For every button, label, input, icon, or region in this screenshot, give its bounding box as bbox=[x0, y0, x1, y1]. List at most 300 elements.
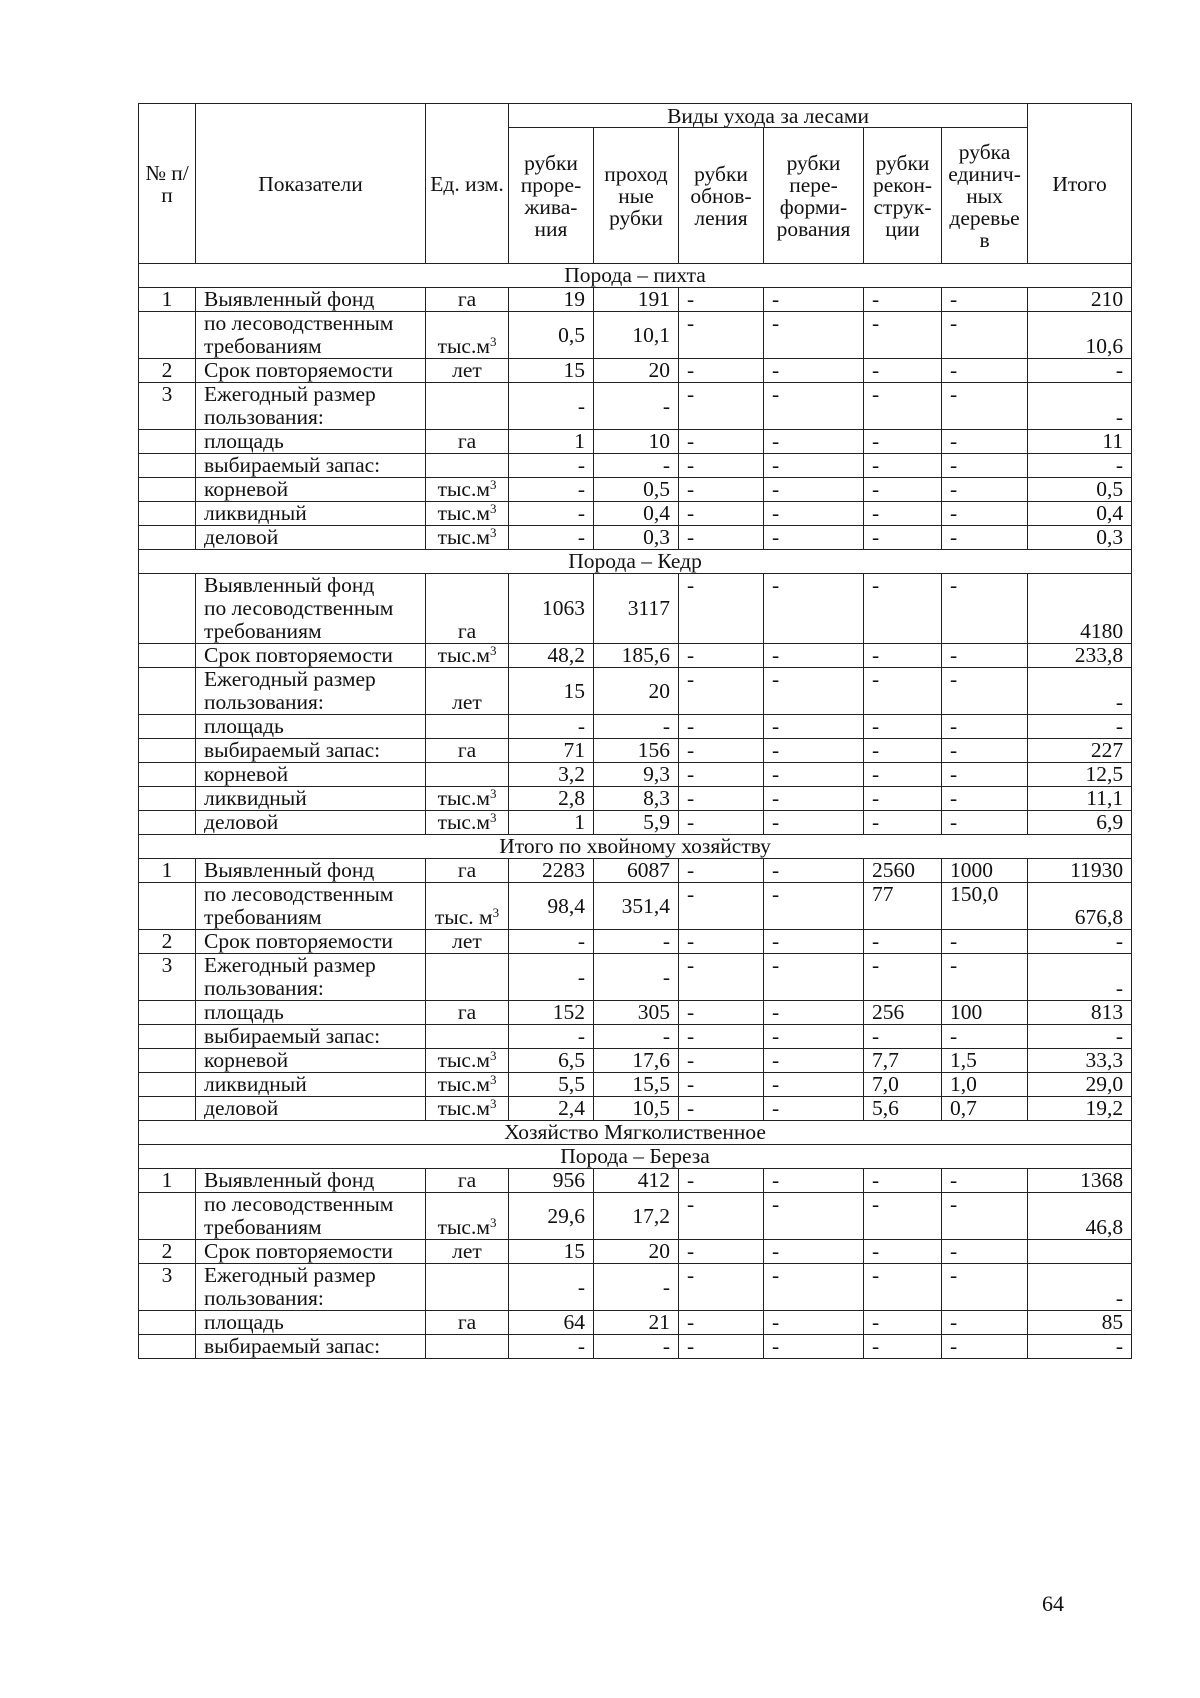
value-reconstruction: - bbox=[864, 288, 942, 312]
value-reformation: - bbox=[764, 1335, 864, 1359]
value-passage: 412 bbox=[594, 1169, 679, 1193]
value-total: 33,3 bbox=[1028, 1049, 1132, 1073]
value-passage: - bbox=[594, 1335, 679, 1359]
table-row bbox=[139, 1049, 1132, 1073]
value-single-tree: - bbox=[942, 930, 1028, 954]
section-title: Порода – Кедр bbox=[139, 550, 1132, 574]
value-renewal: - bbox=[679, 478, 764, 502]
unit-cell bbox=[426, 1025, 509, 1049]
row-number bbox=[139, 1001, 196, 1025]
unit-cell: га bbox=[426, 288, 509, 312]
value-renewal: - bbox=[679, 288, 764, 312]
table-row bbox=[139, 930, 1132, 954]
row-number bbox=[139, 644, 196, 668]
unit-cell: га bbox=[426, 1001, 509, 1025]
indicator-label: по лесоводственным требованиям bbox=[196, 312, 426, 359]
row-number bbox=[139, 312, 196, 359]
value-reformation: - bbox=[764, 1073, 864, 1097]
value-renewal: - bbox=[679, 526, 764, 550]
value-renewal: - bbox=[679, 1073, 764, 1097]
value-passage: 20 bbox=[594, 359, 679, 383]
value-total: - bbox=[1028, 1335, 1132, 1359]
value-thinning: 98,4 bbox=[509, 883, 594, 930]
table-row bbox=[139, 1001, 1132, 1025]
row-number: 3 bbox=[139, 1264, 196, 1311]
unit-cell bbox=[426, 1264, 509, 1311]
value-total: 10,6 bbox=[1028, 312, 1132, 359]
value-reconstruction: - bbox=[864, 1264, 942, 1311]
forest-care-table bbox=[138, 103, 1132, 1359]
value-thinning: - bbox=[509, 930, 594, 954]
value-renewal: - bbox=[679, 930, 764, 954]
table-row bbox=[139, 1025, 1132, 1049]
value-total: 46,8 bbox=[1028, 1193, 1132, 1240]
value-total: 233,8 bbox=[1028, 644, 1132, 668]
value-thinning: 64 bbox=[509, 1311, 594, 1335]
value-passage: 156 bbox=[594, 739, 679, 763]
value-single-tree: - bbox=[942, 1169, 1028, 1193]
row-number: 3 bbox=[139, 954, 196, 1001]
value-total: - bbox=[1028, 1264, 1132, 1311]
table-row bbox=[139, 811, 1132, 835]
value-reconstruction: - bbox=[864, 1311, 942, 1335]
value-reformation: - bbox=[764, 430, 864, 454]
value-passage: - bbox=[594, 930, 679, 954]
value-reconstruction: - bbox=[864, 454, 942, 478]
row-number bbox=[139, 526, 196, 550]
value-thinning: - bbox=[509, 383, 594, 430]
value-renewal: - bbox=[679, 811, 764, 835]
value-total: 4180 bbox=[1028, 574, 1132, 644]
value-reformation: - bbox=[764, 715, 864, 739]
value-thinning: 1 bbox=[509, 430, 594, 454]
unit-cell: $тыс.м^3$ bbox=[426, 478, 509, 502]
row-number bbox=[139, 811, 196, 835]
value-reconstruction: 7,0 bbox=[864, 1073, 942, 1097]
value-reconstruction: 77 bbox=[864, 883, 942, 930]
value-reformation: - bbox=[764, 1001, 864, 1025]
indicator-label: Ежегодный размер пользования: bbox=[196, 1264, 426, 1311]
value-renewal: - bbox=[679, 715, 764, 739]
value-reconstruction: - bbox=[864, 811, 942, 835]
table-row bbox=[139, 526, 1132, 550]
value-renewal: - bbox=[679, 1335, 764, 1359]
value-reformation: - bbox=[764, 1097, 864, 1121]
table-row bbox=[139, 787, 1132, 811]
value-thinning: 6,5 bbox=[509, 1049, 594, 1073]
value-single-tree: - bbox=[942, 526, 1028, 550]
section-title: Хозяйство Мягколиственное bbox=[139, 1121, 1132, 1145]
value-total: 1368 bbox=[1028, 1169, 1132, 1193]
indicator-label: Выявленный фонд по лесоводственным требованиям bbox=[196, 574, 426, 644]
value-renewal: - bbox=[679, 1169, 764, 1193]
table-row bbox=[139, 859, 1132, 883]
indicator-label: выбираемый запас: bbox=[196, 739, 426, 763]
value-reformation: - bbox=[764, 1169, 864, 1193]
value-thinning: 29,6 bbox=[509, 1193, 594, 1240]
table-row bbox=[139, 954, 1132, 1001]
indicator-label: выбираемый запас: bbox=[196, 454, 426, 478]
indicator-label: Ежегодный размер пользования: bbox=[196, 668, 426, 715]
value-reconstruction: - bbox=[864, 1025, 942, 1049]
value-reformation: - bbox=[764, 1193, 864, 1240]
value-thinning: - bbox=[509, 1335, 594, 1359]
value-thinning: 48,2 bbox=[509, 644, 594, 668]
value-single-tree: - bbox=[942, 954, 1028, 1001]
unit-cell bbox=[426, 454, 509, 478]
value-single-tree: 150,0 bbox=[942, 883, 1028, 930]
value-passage: 185,6 bbox=[594, 644, 679, 668]
value-single-tree: - bbox=[942, 811, 1028, 835]
value-single-tree: - bbox=[942, 574, 1028, 644]
value-thinning: 2,4 bbox=[509, 1097, 594, 1121]
indicator-label: корневой bbox=[196, 478, 426, 502]
indicator-label: Выявленный фонд bbox=[196, 1169, 426, 1193]
value-reconstruction: - bbox=[864, 644, 942, 668]
value-thinning: - bbox=[509, 526, 594, 550]
value-reconstruction: - bbox=[864, 1169, 942, 1193]
value-total: - bbox=[1028, 454, 1132, 478]
value-total: - bbox=[1028, 954, 1132, 1001]
indicator-label: выбираемый запас: bbox=[196, 1025, 426, 1049]
value-reformation: - bbox=[764, 502, 864, 526]
indicator-label: Ежегодный размер пользования: bbox=[196, 383, 426, 430]
table-row bbox=[139, 739, 1132, 763]
indicator-label: Срок повторяемости bbox=[196, 930, 426, 954]
value-reformation: - bbox=[764, 383, 864, 430]
value-reconstruction: - bbox=[864, 526, 942, 550]
value-reconstruction: - bbox=[864, 930, 942, 954]
section-header-row bbox=[139, 550, 1132, 574]
value-renewal: - bbox=[679, 1097, 764, 1121]
value-passage: - bbox=[594, 454, 679, 478]
value-renewal: - bbox=[679, 502, 764, 526]
indicator-label: корневой bbox=[196, 763, 426, 787]
indicator-label: по лесоводственным требованиям bbox=[196, 1193, 426, 1240]
header-number: № п/п bbox=[139, 104, 196, 264]
unit-cell: га bbox=[426, 430, 509, 454]
value-thinning: - bbox=[509, 1264, 594, 1311]
value-single-tree: - bbox=[942, 668, 1028, 715]
value-single-tree: - bbox=[942, 787, 1028, 811]
value-total: 0,5 bbox=[1028, 478, 1132, 502]
value-total: - bbox=[1028, 359, 1132, 383]
value-total: 813 bbox=[1028, 1001, 1132, 1025]
value-reformation: - bbox=[764, 787, 864, 811]
header-single-tree-cutting: рубка единич- ных деревье в bbox=[942, 128, 1028, 264]
value-renewal: - bbox=[679, 954, 764, 1001]
value-reformation: - bbox=[764, 478, 864, 502]
header-thinning: рубки проре- жива- ния bbox=[509, 128, 594, 264]
section-title: Порода – Береза bbox=[139, 1145, 1132, 1169]
row-number bbox=[139, 715, 196, 739]
row-number: 2 bbox=[139, 359, 196, 383]
row-number bbox=[139, 739, 196, 763]
value-passage: 0,3 bbox=[594, 526, 679, 550]
value-renewal: - bbox=[679, 454, 764, 478]
value-passage: 21 bbox=[594, 1311, 679, 1335]
indicator-label: Выявленный фонд bbox=[196, 288, 426, 312]
value-single-tree: - bbox=[942, 644, 1028, 668]
value-total: - bbox=[1028, 715, 1132, 739]
indicator-label: Ежегодный размер пользования: bbox=[196, 954, 426, 1001]
value-passage: 0,4 bbox=[594, 502, 679, 526]
value-total: 11,1 bbox=[1028, 787, 1132, 811]
value-reformation: - bbox=[764, 1264, 864, 1311]
unit-cell: $тыс.м^3$ bbox=[426, 1193, 509, 1240]
value-reconstruction: - bbox=[864, 1193, 942, 1240]
value-renewal: - bbox=[679, 1001, 764, 1025]
row-number bbox=[139, 1335, 196, 1359]
unit-cell: $тыс.м^3$ bbox=[426, 811, 509, 835]
row-number: 2 bbox=[139, 1240, 196, 1264]
indicator-label: площадь bbox=[196, 715, 426, 739]
unit-cell: $тыс.м^3$ bbox=[426, 1097, 509, 1121]
value-renewal: - bbox=[679, 359, 764, 383]
row-number bbox=[139, 1049, 196, 1073]
value-renewal: - bbox=[679, 430, 764, 454]
value-passage: 10 bbox=[594, 430, 679, 454]
value-thinning: 15 bbox=[509, 359, 594, 383]
unit-cell: тыс. $м^3$ bbox=[426, 883, 509, 930]
indicator-label: площадь bbox=[196, 1311, 426, 1335]
table-row bbox=[139, 574, 1132, 644]
value-single-tree: - bbox=[942, 763, 1028, 787]
header-total: Итого bbox=[1028, 104, 1132, 264]
value-reformation: - bbox=[764, 859, 864, 883]
value-renewal: - bbox=[679, 1240, 764, 1264]
unit-cell bbox=[426, 954, 509, 1001]
unit-cell: га bbox=[426, 1311, 509, 1335]
value-total: 0,4 bbox=[1028, 502, 1132, 526]
value-thinning: - bbox=[509, 1025, 594, 1049]
value-thinning: - bbox=[509, 715, 594, 739]
value-renewal: - bbox=[679, 883, 764, 930]
table-row bbox=[139, 1097, 1132, 1121]
value-passage: - bbox=[594, 1264, 679, 1311]
indicator-label: ликвидный bbox=[196, 502, 426, 526]
value-reconstruction: - bbox=[864, 668, 942, 715]
value-single-tree: 0,7 bbox=[942, 1097, 1028, 1121]
value-renewal: - bbox=[679, 1049, 764, 1073]
header-care-types: Виды ухода за лесами bbox=[509, 104, 1028, 128]
value-thinning: - bbox=[509, 478, 594, 502]
value-total: 85 bbox=[1028, 1311, 1132, 1335]
value-single-tree: - bbox=[942, 1311, 1028, 1335]
table-row bbox=[139, 1193, 1132, 1240]
unit-cell: га bbox=[426, 739, 509, 763]
value-reformation: - bbox=[764, 954, 864, 1001]
indicator-label: деловой bbox=[196, 1097, 426, 1121]
value-passage: 3117 bbox=[594, 574, 679, 644]
value-passage: 6087 bbox=[594, 859, 679, 883]
value-reformation: - bbox=[764, 811, 864, 835]
value-reformation: - bbox=[764, 930, 864, 954]
page-number: 64 bbox=[1042, 1591, 1064, 1616]
value-total: 11 bbox=[1028, 430, 1132, 454]
table-row bbox=[139, 1240, 1132, 1264]
value-reconstruction: - bbox=[864, 787, 942, 811]
unit-cell bbox=[426, 383, 509, 430]
value-thinning: 15 bbox=[509, 1240, 594, 1264]
value-thinning: 3,2 bbox=[509, 763, 594, 787]
value-renewal: - bbox=[679, 787, 764, 811]
value-single-tree: - bbox=[942, 1193, 1028, 1240]
table-row bbox=[139, 1335, 1132, 1359]
table-row bbox=[139, 312, 1132, 359]
value-total bbox=[1028, 1240, 1132, 1264]
row-number bbox=[139, 1097, 196, 1121]
unit-cell: $тыс.м^3$ bbox=[426, 502, 509, 526]
row-number bbox=[139, 574, 196, 644]
table-row bbox=[139, 644, 1132, 668]
value-passage: 0,5 bbox=[594, 478, 679, 502]
row-number bbox=[139, 883, 196, 930]
unit-cell: лет bbox=[426, 930, 509, 954]
value-passage: 351,4 bbox=[594, 883, 679, 930]
section-header-row bbox=[139, 264, 1132, 288]
value-reconstruction: - bbox=[864, 312, 942, 359]
value-reconstruction: 7,7 bbox=[864, 1049, 942, 1073]
header-reconstruction-cutting: рубки рекон- струк- ции bbox=[864, 128, 942, 264]
value-reconstruction: 256 bbox=[864, 1001, 942, 1025]
indicator-label: деловой bbox=[196, 811, 426, 835]
value-passage: 10,5 bbox=[594, 1097, 679, 1121]
section-title: Порода – пихта bbox=[139, 264, 1132, 288]
unit-cell: $тыс.м^3$ bbox=[426, 1073, 509, 1097]
value-reconstruction: - bbox=[864, 1240, 942, 1264]
value-single-tree: - bbox=[942, 454, 1028, 478]
unit-cell: $тыс.м^3$ bbox=[426, 1049, 509, 1073]
value-single-tree: - bbox=[942, 312, 1028, 359]
table-row bbox=[139, 383, 1132, 430]
unit-cell: $тыс.м^3$ bbox=[426, 526, 509, 550]
value-passage: - bbox=[594, 383, 679, 430]
value-thinning: 19 bbox=[509, 288, 594, 312]
value-single-tree: 1000 bbox=[942, 859, 1028, 883]
table-row bbox=[139, 430, 1132, 454]
table-row bbox=[139, 1264, 1132, 1311]
unit-cell: га bbox=[426, 1169, 509, 1193]
row-number bbox=[139, 763, 196, 787]
value-reconstruction: - bbox=[864, 1335, 942, 1359]
unit-cell: га bbox=[426, 574, 509, 644]
row-number bbox=[139, 454, 196, 478]
table-row bbox=[139, 1311, 1132, 1335]
value-thinning: 956 bbox=[509, 1169, 594, 1193]
value-passage: 5,9 bbox=[594, 811, 679, 835]
header-unit: Ед. изм. bbox=[426, 104, 509, 264]
value-reformation: - bbox=[764, 574, 864, 644]
value-passage: - bbox=[594, 954, 679, 1001]
value-reconstruction: - bbox=[864, 739, 942, 763]
value-single-tree: - bbox=[942, 359, 1028, 383]
value-total: 29,0 bbox=[1028, 1073, 1132, 1097]
value-single-tree: - bbox=[942, 715, 1028, 739]
value-thinning: 1063 bbox=[509, 574, 594, 644]
value-single-tree: - bbox=[942, 1025, 1028, 1049]
row-number bbox=[139, 1025, 196, 1049]
value-renewal: - bbox=[679, 383, 764, 430]
value-single-tree: 1,5 bbox=[942, 1049, 1028, 1073]
unit-cell: лет bbox=[426, 668, 509, 715]
value-total: 19,2 bbox=[1028, 1097, 1132, 1121]
table-row bbox=[139, 1169, 1132, 1193]
value-reconstruction: - bbox=[864, 502, 942, 526]
unit-cell: лет bbox=[426, 1240, 509, 1264]
indicator-label: ликвидный bbox=[196, 787, 426, 811]
indicator-label: деловой bbox=[196, 526, 426, 550]
value-reformation: - bbox=[764, 644, 864, 668]
value-renewal: - bbox=[679, 859, 764, 883]
indicator-label: площадь bbox=[196, 430, 426, 454]
section-header-row bbox=[139, 835, 1132, 859]
value-reformation: - bbox=[764, 739, 864, 763]
unit-cell: $тыс.м^3$ bbox=[426, 787, 509, 811]
row-number: 1 bbox=[139, 859, 196, 883]
unit-cell: $тыс.м^3$ bbox=[426, 644, 509, 668]
row-number bbox=[139, 787, 196, 811]
unit-cell bbox=[426, 1335, 509, 1359]
value-reconstruction: 2560 bbox=[864, 859, 942, 883]
value-passage: 305 bbox=[594, 1001, 679, 1025]
table-body bbox=[139, 264, 1132, 1359]
value-passage: - bbox=[594, 715, 679, 739]
indicator-label: Срок повторяемости bbox=[196, 644, 426, 668]
row-number: 1 bbox=[139, 288, 196, 312]
value-thinning: 0,5 bbox=[509, 312, 594, 359]
value-reformation: - bbox=[764, 1311, 864, 1335]
value-renewal: - bbox=[679, 644, 764, 668]
value-reconstruction: - bbox=[864, 954, 942, 1001]
value-single-tree: - bbox=[942, 288, 1028, 312]
value-thinning: 1 bbox=[509, 811, 594, 835]
indicator-label: выбираемый запас: bbox=[196, 1335, 426, 1359]
value-total: - bbox=[1028, 930, 1132, 954]
value-single-tree: - bbox=[942, 739, 1028, 763]
value-reconstruction: - bbox=[864, 574, 942, 644]
indicator-label: по лесоводственным требованиям bbox=[196, 883, 426, 930]
row-number bbox=[139, 502, 196, 526]
value-reformation: - bbox=[764, 1240, 864, 1264]
value-renewal: - bbox=[679, 668, 764, 715]
value-total: 676,8 bbox=[1028, 883, 1132, 930]
value-thinning: - bbox=[509, 454, 594, 478]
value-renewal: - bbox=[679, 763, 764, 787]
value-reconstruction: - bbox=[864, 478, 942, 502]
value-reformation: - bbox=[764, 288, 864, 312]
indicator-label: Выявленный фонд bbox=[196, 859, 426, 883]
value-total: 227 bbox=[1028, 739, 1132, 763]
value-thinning: - bbox=[509, 954, 594, 1001]
table-row bbox=[139, 668, 1132, 715]
value-reconstruction: - bbox=[864, 359, 942, 383]
table-row bbox=[139, 359, 1132, 383]
table-row bbox=[139, 502, 1132, 526]
indicator-label: ликвидный bbox=[196, 1073, 426, 1097]
row-number bbox=[139, 478, 196, 502]
value-thinning: 2283 bbox=[509, 859, 594, 883]
value-single-tree: 100 bbox=[942, 1001, 1028, 1025]
value-reformation: - bbox=[764, 359, 864, 383]
value-total: 12,5 bbox=[1028, 763, 1132, 787]
table-row bbox=[139, 478, 1132, 502]
value-single-tree: 1,0 bbox=[942, 1073, 1028, 1097]
value-reconstruction: - bbox=[864, 383, 942, 430]
value-total: 11930 bbox=[1028, 859, 1132, 883]
value-renewal: - bbox=[679, 1311, 764, 1335]
value-reformation: - bbox=[764, 668, 864, 715]
